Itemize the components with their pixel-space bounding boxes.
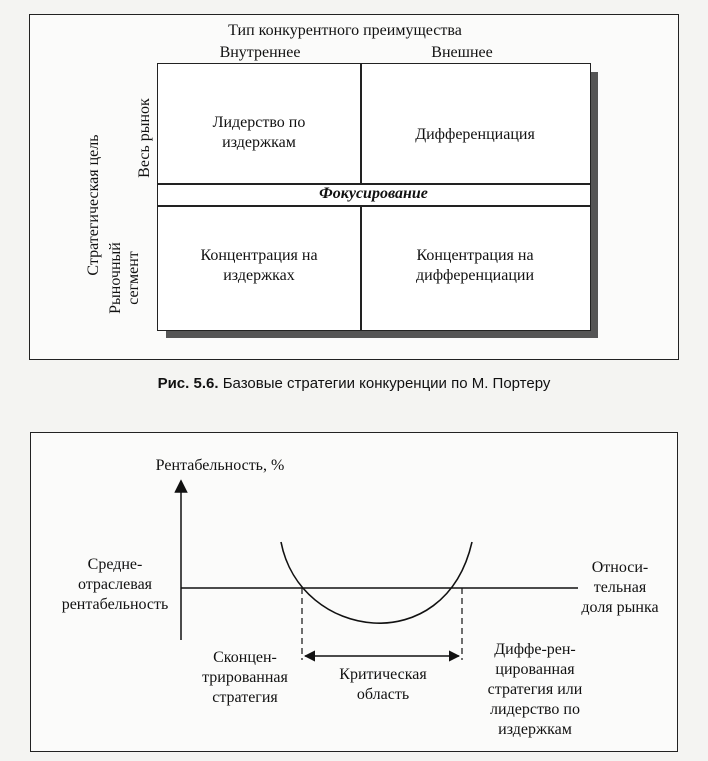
column-external: Внешнее xyxy=(431,44,493,61)
x-axis-label xyxy=(570,558,670,618)
cell-diff-focus-label: Концентрация на дифференциации xyxy=(415,247,535,284)
right-zone-label xyxy=(460,640,610,740)
row-axis-label: Стратегическая цель xyxy=(85,134,102,276)
row-segment-label: Рыночный сегмент xyxy=(107,242,142,314)
left-zone-label xyxy=(185,648,305,708)
column-internal: Внутреннее xyxy=(219,44,301,61)
row-whole-market: Весь рынок xyxy=(136,98,153,178)
right-zone-label-text: Диффе-рен-цированная стратегия или лидерство по издержкам xyxy=(487,641,583,738)
band-focusing: Фокусирование xyxy=(319,185,428,202)
cell-cost-leadership-label: Лидерство по издержкам xyxy=(212,114,306,151)
y-axis-label: Рентабельность, % xyxy=(155,457,285,474)
middle-zone-label-text: Критическая область xyxy=(339,666,427,703)
cell-differentiation: Дифференциация xyxy=(415,126,535,143)
caption-prefix: Рис. 5.6. xyxy=(157,375,219,392)
average-line-label-text: Средне-отраслевая рентабельность xyxy=(61,556,169,613)
cell-cost-focus-label: Концентрация на издержках xyxy=(200,247,318,284)
profitability-curve xyxy=(281,542,472,623)
caption-text: Базовые стратегии конкуренции по М. Портеру xyxy=(222,375,551,392)
middle-zone-label xyxy=(318,665,448,705)
header-title: Тип конкурентного преимущества xyxy=(228,22,462,39)
average-line-label xyxy=(50,555,180,615)
left-zone-label-text: Сконцен-трированная стратегия xyxy=(202,649,288,706)
x-axis-label-text: Относи-тельная доля рынка xyxy=(581,559,659,616)
